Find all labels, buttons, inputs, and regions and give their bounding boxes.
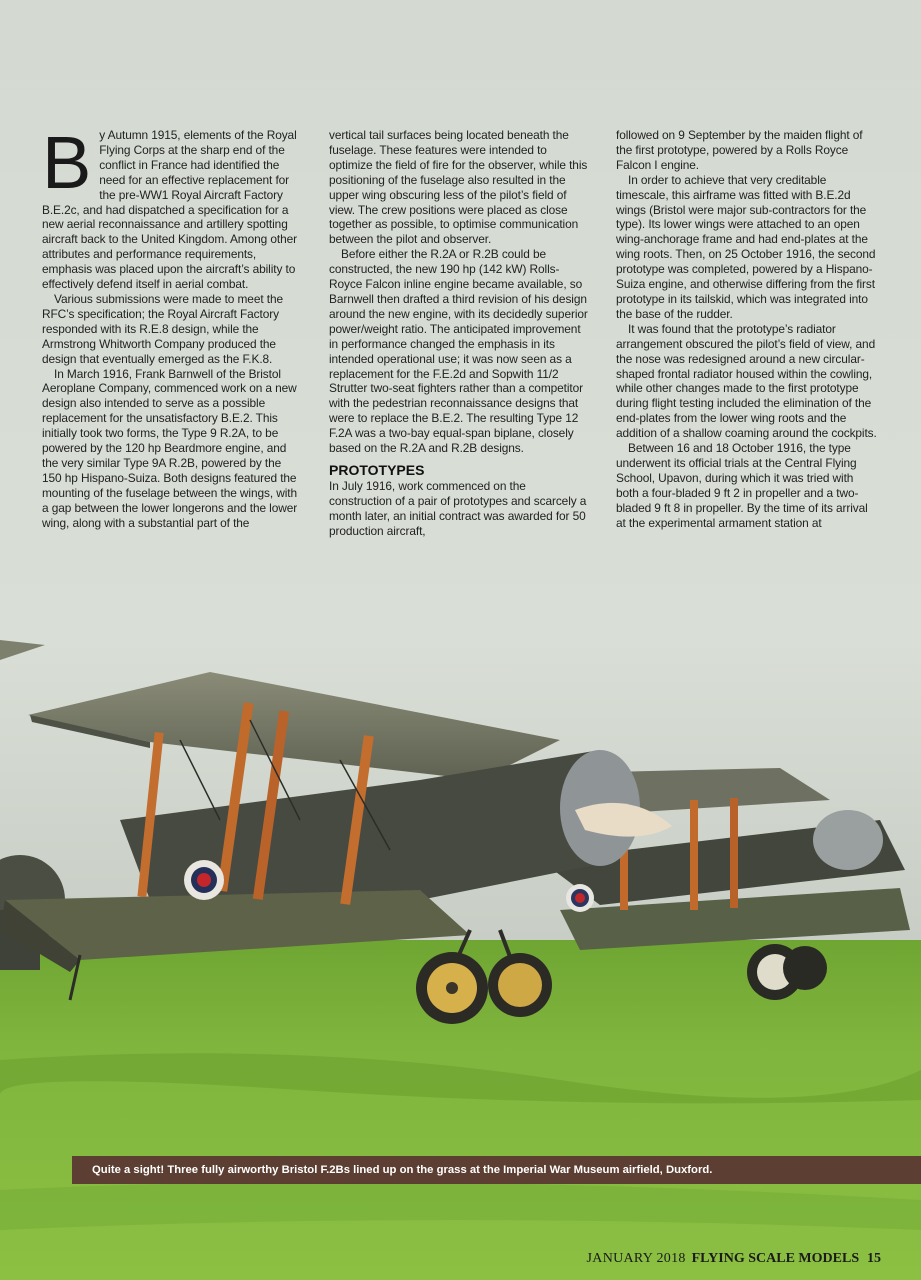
column-2 xyxy=(329,128,590,598)
paragraph-text: y Autumn 1915, elements of the Royal Flying Corps at the sharp end of the conflict in France had identified the need for an effective replacement for the pre-WW1 Royal Aircraft Factory B.E.2c, and had dispatched a specification for a new aerial reconnaissance and artillery spotting aircraft back to the United Kingdom. Among other attributes and performance requirements, emphasis was placed upon the aircraft’s ability to effectively defend itself in aerial combat. xyxy=(42,128,297,292)
paragraph: In order to achieve that very creditable timescale, this airframe was fitted with B.E.2d wings (Bristol were major sub-contractors for the type). Its lower wings were attached to an open wing-anchorage frame and had end-plates at the wing roots. Then, on 25 October 1916, the second prototype was completed, powered by a Hispano-Suiza engine, and otherwise differing from the first prototype in its tailskid, which was integrated into the base of the rudder. xyxy=(616,172,876,321)
paragraph: In July 1916, work commenced on the construction of a pair of prototypes and scarcely a month later, an initial contract was awarded for 50 production aircraft, xyxy=(329,478,587,538)
paragraph: In March 1916, Frank Barnwell of the Bristol Aeroplane Company, commenced work on a new design also intended to serve as a possible replacement for the unsatisfactory B.E.2. This initially took two forms, the Type 9 R.2A, to be powered by the 120 hp Beardmore engine, and the very similar Type 9A R.2B, powered by the 150 hp Hispano-Suiza. Both designs featured the mounting of the fuselage between the wings, with a gap between the lower longerons and the lower wing, along with a substantial part of the xyxy=(42,366,298,530)
article-body xyxy=(42,121,877,598)
page-number: 15 xyxy=(867,1251,881,1266)
magazine-title: FLYING SCALE MODELS xyxy=(691,1251,860,1266)
paragraph: Before either the R.2A or R.2B could be constructed, the new 190 hp (142 kW) Rolls-Royce Falcon inline engine became available, so Barnwell then drafted a third revision of his design around the new engine, with its decidedly superior power/weight ratio. The anticipated improvement in performance changed the emphasis in its intended operational use; it was now seen as a replacement for the F.E.2d and Sopwith 11/2 Strutter two-seat fighters rather than a competitor with the pedestrian reconnaissance designs that were to replace the B.E.2. The resulting Type 12 F.2A was a two-bay equal-span biplane, closely based on the R.2A and R.2B designs. xyxy=(329,247,588,456)
paragraph: It was found that the prototype’s radiator arrangement obscured the pilot’s field of view, and the nose was redesigned around a new circular-shaped frontal radiator housed within the cowling, while other changes made to the first prototype during flight testing included the elimination of the end-plates from the lower wing roots and the addition of a shallow coaming around the cockpits. xyxy=(616,321,877,441)
section-heading: PROTOTYPES xyxy=(329,461,425,478)
paragraph: followed on 9 September by the maiden flight of the first prototype, powered by a Rolls Royce Falcon I engine. xyxy=(616,128,863,172)
paragraph: vertical tail surfaces being located beneath the fuselage. These features were intended to optimize the field of fire for the observer, while this positioning of the fuselage also resulted in the upper wing obscuring less of the pilot’s field of view. The crew positions were placed as close together as possible, to optimise communication between the pilot and observer. xyxy=(329,128,588,247)
page-folio xyxy=(587,1249,881,1267)
column-3 xyxy=(616,128,877,598)
paragraph: Various submissions were made to meet the RFC’s specification; the Royal Aircraft Factory responded with its R.E.8 design, while the Armstrong Whitworth Company produced the design that eventually emerged as the F.K.8. xyxy=(42,291,283,366)
paragraph xyxy=(42,121,303,292)
paragraph: Between 16 and 18 October 1916, the type underwent its official trials at the Central Flying School, Upavon, during which it was tried with both a four-bladed 9 ft 2 in propeller and a two-bladed 9 ft 8 in propeller. By the time of its arrival at the experimental armament station at xyxy=(616,441,868,530)
column-1 xyxy=(42,121,303,598)
photo-caption: Quite a sight! Three fully airworthy Bristol F.2Bs lined up on the grass at the Imperial War Museum airfield, Duxford. xyxy=(72,1156,921,1184)
drop-cap: B xyxy=(42,121,92,204)
issue-date: JANUARY 2018 xyxy=(586,1251,686,1266)
